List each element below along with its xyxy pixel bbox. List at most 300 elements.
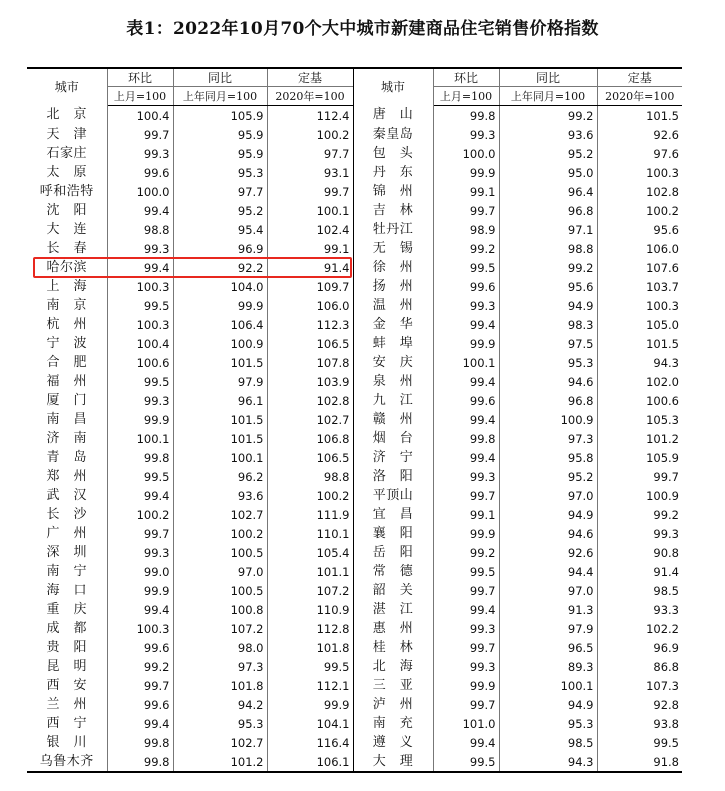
header-yoy-base-right: 上年同月=100 [499, 87, 597, 106]
cell-fixed-left: 111.9 [267, 505, 353, 524]
cell-city-right: 济 宁 [353, 448, 433, 467]
cell-mom-left: 99.8 [107, 448, 173, 467]
cell-yoy-right: 95.2 [499, 467, 597, 486]
cell-mom-left: 100.4 [107, 334, 173, 353]
cell-city-right: 惠 州 [353, 619, 433, 638]
header-fixed-base-right: 2020年=100 [597, 87, 682, 106]
table-title: 表1：2022年10月70个大中城市新建商品住宅销售价格指数 [126, 19, 599, 39]
cell-mom-right: 99.9 [433, 524, 499, 543]
cell-mom-right: 99.4 [433, 600, 499, 619]
cell-fixed-left: 109.7 [267, 277, 353, 296]
cell-city-left: 石家庄 [27, 144, 107, 163]
cell-fixed-right: 99.5 [653, 735, 679, 750]
cell-yoy-right: 99.2 [499, 106, 597, 126]
cell-mom-left: 100.3 [107, 277, 173, 296]
table-row [27, 467, 682, 486]
cell-fixed-left: 100.1 [267, 201, 353, 220]
cell-mom-right: 99.9 [433, 676, 499, 695]
table-row [27, 695, 682, 714]
cell-yoy-right: 97.3 [499, 429, 597, 448]
cell-mom-left: 99.6 [107, 695, 173, 714]
table-row [27, 239, 682, 258]
cell-fixed-left: 102.4 [267, 220, 353, 239]
cell-mom-right: 99.6 [433, 391, 499, 410]
cell-city-right: 唐 山 [353, 106, 433, 126]
cell-mom-right: 99.3 [433, 467, 499, 486]
cell-city-right: 安 庆 [353, 353, 433, 372]
cell-fixed-right: 90.8 [653, 545, 679, 560]
cell-city-right: 韶 关 [353, 581, 433, 600]
cell-fixed-right: 91.8 [597, 752, 682, 772]
cell-city-right: 秦皇岛 [353, 125, 433, 144]
cell-yoy-left: 100.2 [173, 524, 267, 543]
cell-fixed-left: 104.1 [267, 714, 353, 733]
cell-city-right: 丹 东 [353, 163, 433, 182]
cell-mom-left: 99.0 [107, 562, 173, 581]
cell-city-left: 大 连 [27, 220, 107, 239]
table-row [27, 600, 682, 619]
cell-fixed-right: 106.0 [646, 241, 679, 256]
cell-yoy-left: 101.5 [173, 429, 267, 448]
cell-fixed-left: 106.5 [267, 334, 353, 353]
cell-mom-left: 99.3 [107, 239, 173, 258]
cell-city-left: 济 南 [27, 429, 107, 448]
cell-mom-left: 99.2 [107, 657, 173, 676]
cell-fixed-right: 101.5 [646, 336, 679, 351]
cell-yoy-right: 98.8 [499, 239, 597, 258]
cell-city-left: 海 口 [27, 581, 107, 600]
cell-mom-right: 99.3 [433, 125, 499, 144]
table-row [27, 733, 682, 752]
cell-mom-left: 99.3 [107, 543, 173, 562]
cell-mom-right: 101.0 [433, 714, 499, 733]
cell-fixed-left: 98.8 [267, 467, 353, 486]
cell-yoy-left: 105.9 [173, 106, 267, 126]
header-mom-base-right: 上月=100 [433, 87, 499, 106]
cell-city-left: 贵 阳 [27, 638, 107, 657]
cell-yoy-left: 99.9 [173, 296, 267, 315]
cell-yoy-right: 94.9 [499, 695, 597, 714]
cell-mom-right: 99.5 [433, 258, 499, 277]
table-row [27, 315, 682, 334]
table-row [27, 505, 682, 524]
cell-mom-right: 99.4 [433, 372, 499, 391]
cell-mom-left: 99.6 [107, 163, 173, 182]
cell-fixed-right: 107.3 [646, 678, 679, 693]
cell-yoy-right: 95.6 [499, 277, 597, 296]
cell-fixed-left: 100.2 [267, 125, 353, 144]
cell-yoy-right: 95.3 [499, 353, 597, 372]
cell-mom-right: 99.4 [433, 733, 499, 752]
cell-yoy-left: 92.2 [173, 258, 267, 277]
cell-city-left: 长 沙 [27, 505, 107, 524]
table-row [27, 714, 682, 733]
cell-city-left: 广 州 [27, 524, 107, 543]
cell-fixed-left: 106.8 [267, 429, 353, 448]
cell-yoy-left: 101.5 [173, 410, 267, 429]
cell-fixed-right: 93.8 [653, 716, 679, 731]
cell-yoy-right: 100.1 [499, 676, 597, 695]
cell-yoy-right: 100.9 [499, 410, 597, 429]
cell-yoy-left: 100.5 [173, 581, 267, 600]
cell-mom-left: 99.5 [107, 296, 173, 315]
table-row [27, 543, 682, 562]
cell-yoy-right: 98.5 [499, 733, 597, 752]
cell-mom-right: 99.5 [433, 562, 499, 581]
cell-yoy-left: 100.9 [173, 334, 267, 353]
cell-mom-right: 99.3 [433, 657, 499, 676]
cell-city-right: 扬 州 [353, 277, 433, 296]
table-row [27, 638, 682, 657]
cell-fixed-left: 97.7 [267, 144, 353, 163]
cell-fixed-right: 105.9 [646, 450, 679, 465]
cell-city-left: 重 庆 [27, 600, 107, 619]
cell-yoy-right: 96.5 [499, 638, 597, 657]
header-mom-left: 环比 [107, 68, 173, 87]
cell-city-left: 合 肥 [27, 353, 107, 372]
header-fixed-base-left: 2020年=100 [267, 87, 353, 106]
cell-yoy-right: 97.0 [499, 581, 597, 600]
cell-city-left: 乌鲁木齐 [27, 752, 107, 772]
header-mom-base-left: 上月=100 [107, 87, 173, 106]
cell-mom-left: 100.3 [107, 619, 173, 638]
cell-fixed-left: 112.3 [267, 315, 353, 334]
cell-city-left: 南 宁 [27, 562, 107, 581]
cell-fixed-left: 100.2 [267, 486, 353, 505]
table-row [27, 429, 682, 448]
cell-fixed-right: 98.5 [653, 583, 679, 598]
cell-yoy-left: 101.8 [173, 676, 267, 695]
cell-fixed-left: 106.1 [267, 752, 353, 772]
cell-city-left: 武 汉 [27, 486, 107, 505]
cell-yoy-right: 94.9 [499, 296, 597, 315]
cell-yoy-left: 98.0 [173, 638, 267, 657]
cell-fixed-left: 102.8 [267, 391, 353, 410]
table-row [27, 486, 682, 505]
cell-yoy-left: 95.9 [173, 144, 267, 163]
cell-city-left: 上 海 [27, 277, 107, 296]
cell-yoy-right: 96.8 [499, 201, 597, 220]
cell-mom-right: 100.0 [433, 144, 499, 163]
cell-yoy-right: 95.2 [499, 144, 597, 163]
cell-city-right: 九 江 [353, 391, 433, 410]
table-row [27, 353, 682, 372]
cell-fixed-right: 99.2 [653, 507, 679, 522]
cell-yoy-left: 96.2 [173, 467, 267, 486]
cell-yoy-left: 104.0 [173, 277, 267, 296]
cell-yoy-right: 97.1 [499, 220, 597, 239]
cell-city-left: 西 宁 [27, 714, 107, 733]
table-row [27, 106, 682, 126]
cell-mom-right: 99.8 [433, 106, 499, 126]
cell-yoy-left: 100.8 [173, 600, 267, 619]
cell-fixed-right: 101.5 [646, 108, 679, 123]
cell-yoy-right: 94.6 [499, 524, 597, 543]
cell-yoy-left: 101.2 [173, 752, 267, 772]
cell-mom-right: 98.9 [433, 220, 499, 239]
cell-mom-right: 99.2 [433, 239, 499, 258]
cell-yoy-right: 94.3 [499, 752, 597, 772]
cell-mom-right: 99.9 [433, 334, 499, 353]
cell-city-left: 南 昌 [27, 410, 107, 429]
cell-fixed-left: 101.8 [267, 638, 353, 657]
cell-fixed-left: 99.1 [267, 239, 353, 258]
cell-yoy-left: 94.2 [173, 695, 267, 714]
table-row [27, 391, 682, 410]
cell-fixed-left: 110.1 [267, 524, 353, 543]
cell-fixed-right: 99.7 [653, 469, 679, 484]
cell-fixed-left: 112.4 [267, 106, 353, 126]
cell-mom-right: 99.8 [433, 429, 499, 448]
cell-yoy-left: 100.5 [173, 543, 267, 562]
cell-city-right: 泉 州 [353, 372, 433, 391]
cell-yoy-left: 106.4 [173, 315, 267, 334]
header-fixed-left: 定基 [267, 68, 353, 87]
cell-yoy-right: 95.3 [499, 714, 597, 733]
cell-mom-right: 99.4 [433, 448, 499, 467]
cell-mom-right: 99.7 [433, 638, 499, 657]
cell-mom-left: 99.7 [107, 676, 173, 695]
cell-fixed-right: 96.9 [653, 640, 679, 655]
header-yoy-right: 同比 [499, 68, 597, 87]
cell-mom-left: 99.5 [107, 467, 173, 486]
cell-city-right: 南 充 [353, 714, 433, 733]
cell-mom-right: 99.7 [433, 486, 499, 505]
cell-city-left: 长 春 [27, 239, 107, 258]
cell-city-right: 烟 台 [353, 429, 433, 448]
table-row [27, 524, 682, 543]
cell-city-left: 成 都 [27, 619, 107, 638]
cell-yoy-right: 96.4 [499, 182, 597, 201]
cell-mom-left: 99.7 [107, 125, 173, 144]
cell-fixed-left: 105.4 [267, 543, 353, 562]
cell-city-left: 呼和浩特 [27, 182, 107, 201]
cell-mom-right: 99.6 [433, 277, 499, 296]
cell-city-left: 西 安 [27, 676, 107, 695]
cell-fixed-right: 92.8 [653, 697, 679, 712]
cell-fixed-right: 105.3 [646, 412, 679, 427]
cell-city-right: 襄 阳 [353, 524, 433, 543]
cell-city-right: 吉 林 [353, 201, 433, 220]
cell-fixed-right: 100.3 [646, 298, 679, 313]
cell-fixed-left: 99.7 [267, 182, 353, 201]
cell-fixed-left: 110.9 [267, 600, 353, 619]
cell-mom-right: 99.7 [433, 695, 499, 714]
cell-yoy-right: 92.6 [499, 543, 597, 562]
table-row [27, 334, 682, 353]
cell-city-right: 金 华 [353, 315, 433, 334]
cell-mom-left: 99.9 [107, 581, 173, 600]
cell-yoy-left: 95.3 [173, 163, 267, 182]
table-row [27, 144, 682, 163]
table-row [27, 752, 682, 772]
cell-city-right: 无 锡 [353, 239, 433, 258]
cell-fixed-left: 107.8 [267, 353, 353, 372]
table-row [27, 657, 682, 676]
cell-mom-left: 100.6 [107, 353, 173, 372]
table-row [27, 562, 682, 581]
cell-yoy-left: 97.7 [173, 182, 267, 201]
table-row [27, 220, 682, 239]
cell-mom-right: 99.1 [433, 505, 499, 524]
cell-city-left: 沈 阳 [27, 201, 107, 220]
cell-fixed-right: 91.4 [653, 564, 679, 579]
cell-city-right: 北 海 [353, 657, 433, 676]
cell-yoy-right: 98.3 [499, 315, 597, 334]
cell-fixed-left: 102.7 [267, 410, 353, 429]
cell-yoy-right: 99.2 [499, 258, 597, 277]
cell-city-right: 常 德 [353, 562, 433, 581]
cell-city-left: 厦 门 [27, 391, 107, 410]
cell-mom-right: 99.1 [433, 182, 499, 201]
table-body [27, 106, 682, 773]
cell-mom-left: 99.9 [107, 410, 173, 429]
cell-fixed-left: 99.9 [267, 695, 353, 714]
price-index-table [27, 67, 682, 773]
cell-yoy-left: 101.5 [173, 353, 267, 372]
table-row [27, 277, 682, 296]
cell-yoy-right: 96.8 [499, 391, 597, 410]
cell-fixed-right: 100.3 [646, 165, 679, 180]
cell-city-right: 温 州 [353, 296, 433, 315]
cell-city-right: 牡丹江 [353, 220, 433, 239]
cell-city-left: 郑 州 [27, 467, 107, 486]
cell-city-left: 北 京 [27, 106, 107, 126]
highlight-box [33, 257, 352, 278]
cell-fixed-left: 93.1 [267, 163, 353, 182]
cell-yoy-left: 102.7 [173, 733, 267, 752]
cell-fixed-right: 97.6 [653, 146, 679, 161]
cell-city-right: 湛 江 [353, 600, 433, 619]
cell-mom-left: 100.0 [107, 182, 173, 201]
cell-mom-right: 99.3 [433, 619, 499, 638]
cell-yoy-left: 96.1 [173, 391, 267, 410]
table-row [27, 201, 682, 220]
cell-city-left: 天 津 [27, 125, 107, 144]
cell-city-right: 赣 州 [353, 410, 433, 429]
cell-city-right: 洛 阳 [353, 467, 433, 486]
cell-mom-right: 99.5 [433, 752, 499, 772]
cell-mom-left: 99.3 [107, 391, 173, 410]
header-mom-right: 环比 [433, 68, 499, 87]
cell-yoy-right: 95.0 [499, 163, 597, 182]
cell-yoy-right: 97.9 [499, 619, 597, 638]
cell-fixed-left: 106.0 [267, 296, 353, 315]
cell-fixed-right: 99.3 [653, 526, 679, 541]
cell-mom-left: 99.4 [107, 258, 173, 277]
cell-mom-right: 99.4 [433, 315, 499, 334]
cell-yoy-left: 95.2 [173, 201, 267, 220]
cell-mom-left: 99.4 [107, 201, 173, 220]
table-row [27, 448, 682, 467]
cell-yoy-left: 97.3 [173, 657, 267, 676]
cell-city-right: 岳 阳 [353, 543, 433, 562]
cell-mom-left: 99.8 [107, 733, 173, 752]
cell-fixed-right: 94.3 [653, 355, 679, 370]
table-row [27, 581, 682, 600]
cell-yoy-right: 94.9 [499, 505, 597, 524]
cell-yoy-left: 96.9 [173, 239, 267, 258]
table-row [27, 372, 682, 391]
header-city-right: 城市 [353, 68, 433, 106]
cell-city-left: 哈尔滨 [27, 258, 107, 277]
header-fixed-right: 定基 [597, 68, 682, 87]
cell-fixed-left: 103.9 [267, 372, 353, 391]
cell-city-right: 桂 林 [353, 638, 433, 657]
cell-city-left: 宁 波 [27, 334, 107, 353]
cell-fixed-left: 101.1 [267, 562, 353, 581]
cell-mom-left: 100.1 [107, 429, 173, 448]
table-row [27, 410, 682, 429]
cell-city-right: 遵 义 [353, 733, 433, 752]
cell-city-left: 兰 州 [27, 695, 107, 714]
cell-fixed-right: 102.2 [646, 621, 679, 636]
table-row [27, 125, 682, 144]
cell-mom-left: 99.3 [107, 144, 173, 163]
cell-yoy-right: 89.3 [499, 657, 597, 676]
cell-fixed-right: 95.6 [653, 222, 679, 237]
cell-city-left: 青 岛 [27, 448, 107, 467]
table-row [27, 182, 682, 201]
cell-fixed-left: 116.4 [267, 733, 353, 752]
cell-fixed-left: 107.2 [267, 581, 353, 600]
cell-city-left: 福 州 [27, 372, 107, 391]
cell-yoy-left: 97.9 [173, 372, 267, 391]
cell-mom-right: 99.7 [433, 581, 499, 600]
table-row [27, 163, 682, 182]
cell-fixed-left: 112.8 [267, 619, 353, 638]
cell-fixed-left: 106.5 [267, 448, 353, 467]
cell-city-right: 锦 州 [353, 182, 433, 201]
cell-yoy-right: 97.5 [499, 334, 597, 353]
header-yoy-base-left: 上年同月=100 [173, 87, 267, 106]
cell-fixed-right: 93.3 [653, 602, 679, 617]
cell-city-right: 大 理 [353, 752, 433, 772]
cell-yoy-right: 97.0 [499, 486, 597, 505]
cell-city-left: 深 圳 [27, 543, 107, 562]
table-row [27, 676, 682, 695]
cell-yoy-right: 94.4 [499, 562, 597, 581]
cell-city-right: 包 头 [353, 144, 433, 163]
cell-fixed-right: 107.6 [646, 260, 679, 275]
cell-fixed-right: 101.2 [646, 431, 679, 446]
cell-fixed-left: 112.1 [267, 676, 353, 695]
cell-fixed-left: 91.4 [267, 258, 353, 277]
cell-fixed-right: 100.9 [646, 488, 679, 503]
cell-mom-left: 99.4 [107, 486, 173, 505]
cell-city-right: 蚌 埠 [353, 334, 433, 353]
table-row [27, 296, 682, 315]
cell-fixed-right: 86.8 [653, 659, 679, 674]
cell-mom-left: 98.8 [107, 220, 173, 239]
cell-mom-right: 100.1 [433, 353, 499, 372]
cell-mom-right: 99.9 [433, 163, 499, 182]
cell-city-right: 泸 州 [353, 695, 433, 714]
cell-mom-left: 99.7 [107, 524, 173, 543]
cell-city-left: 南 京 [27, 296, 107, 315]
cell-city-left: 杭 州 [27, 315, 107, 334]
cell-fixed-left: 99.5 [267, 657, 353, 676]
cell-mom-left: 99.5 [107, 372, 173, 391]
cell-yoy-right: 95.8 [499, 448, 597, 467]
cell-yoy-left: 95.4 [173, 220, 267, 239]
cell-mom-right: 99.3 [433, 296, 499, 315]
cell-city-left: 太 原 [27, 163, 107, 182]
header-yoy-left: 同比 [173, 68, 267, 87]
cell-fixed-right: 103.7 [646, 279, 679, 294]
cell-yoy-left: 100.1 [173, 448, 267, 467]
cell-mom-left: 100.3 [107, 315, 173, 334]
